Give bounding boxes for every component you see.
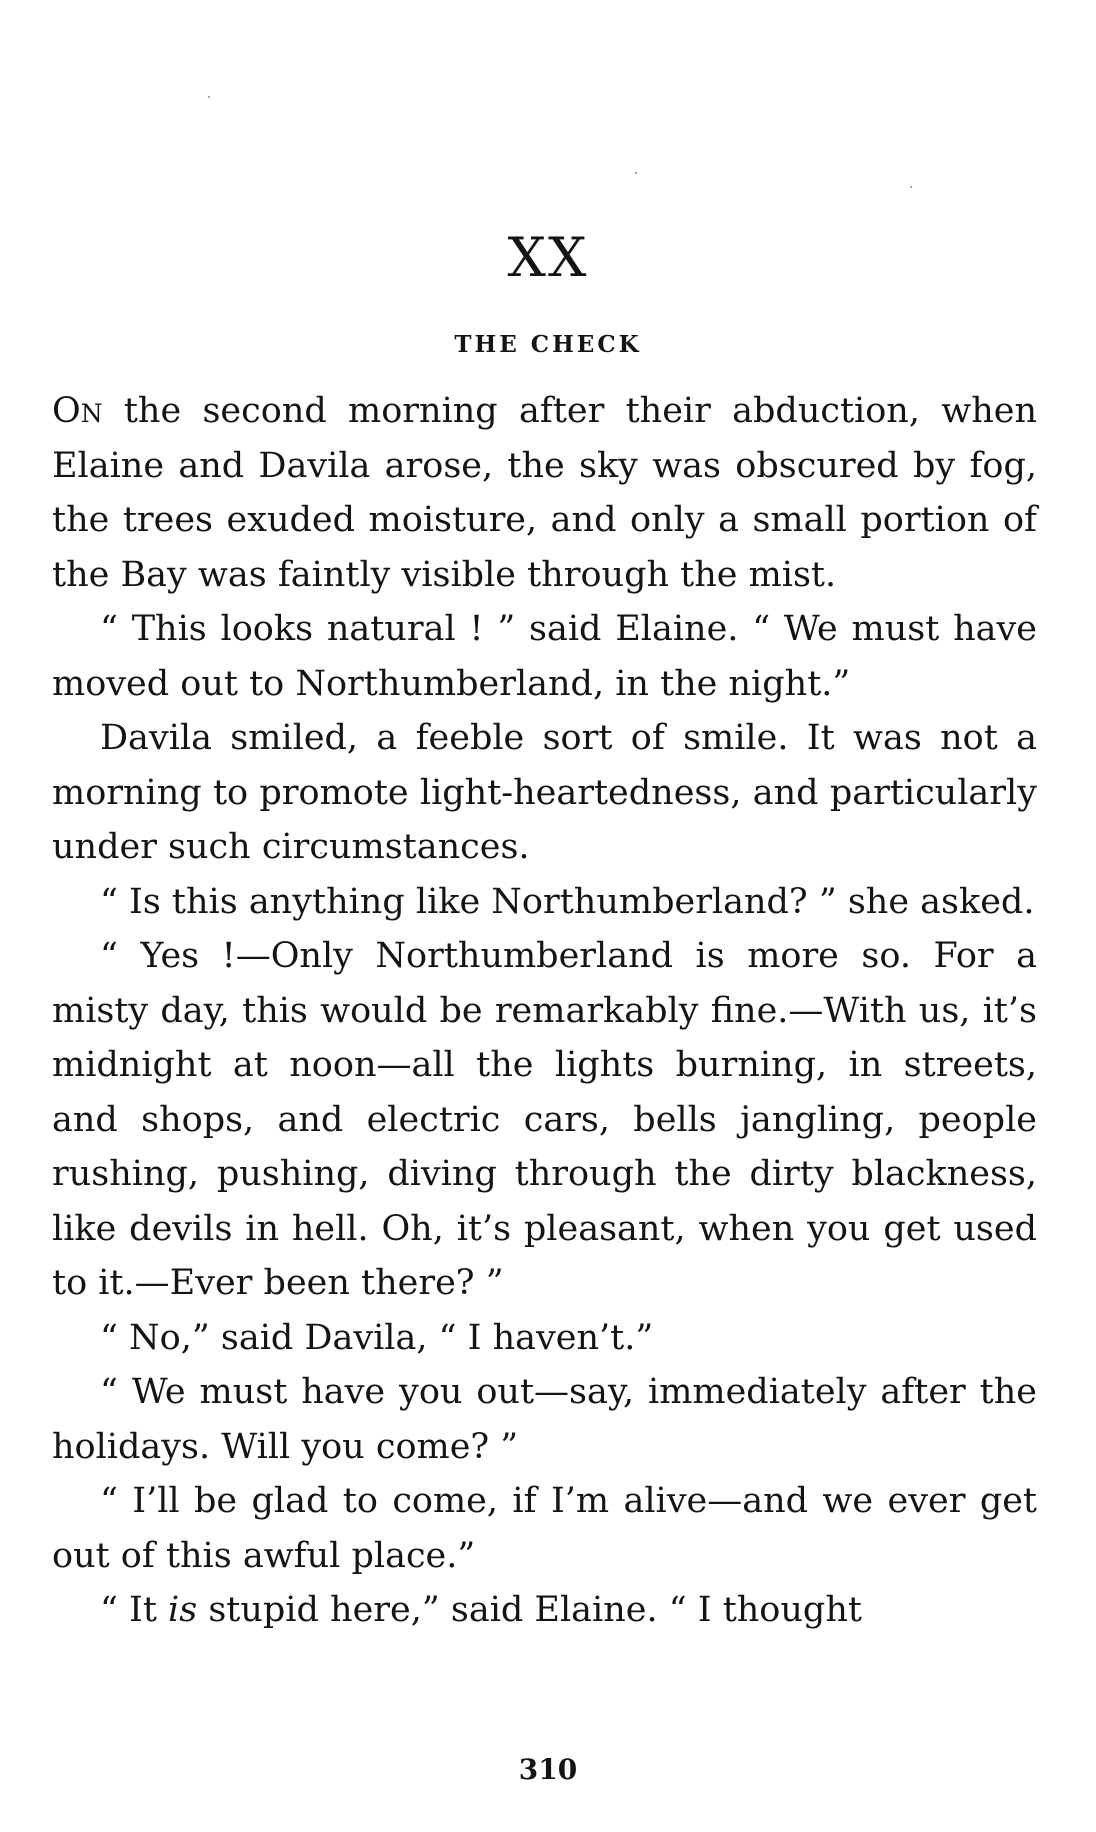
paragraph-2: “ This looks natural ! ” said Elaine. “ We must have moved out to Northumberland, in the night.” bbox=[52, 609, 1037, 704]
paper-speck bbox=[208, 96, 210, 98]
paragraph-1 bbox=[52, 384, 1037, 602]
chapter-number: XX bbox=[507, 226, 589, 289]
paper-speck bbox=[635, 172, 637, 174]
paragraph-9-emphasis: is bbox=[168, 1590, 198, 1630]
page-number: 310 bbox=[518, 1753, 578, 1786]
paragraph-9 bbox=[52, 1583, 1037, 1638]
paragraph-8: “ I’ll be glad to come, if I’m alive—and we ever get out of this awful place.” bbox=[52, 1481, 1037, 1576]
paragraph-3: Davila smiled, a feeble sort of smile. It was not a morning to promote light-heartedness, and particularly under such circumstances. bbox=[52, 718, 1037, 867]
paragraph-1-text: the second morning after their abduction, when Elaine and Davila arose, the sky was obscured by fog, the trees exuded moisture, and only a small portion of the Bay was faintly visible through the mist. bbox=[52, 391, 1037, 595]
chapter-title: THE CHECK bbox=[454, 331, 642, 358]
paragraph-6: “ No,” said Davila, “ I haven’t.” bbox=[100, 1317, 654, 1358]
chapter-body bbox=[52, 384, 1037, 1638]
drop-cap-word: On bbox=[52, 391, 103, 431]
paper-speck bbox=[910, 186, 912, 188]
paragraph-9-after: stupid here,” said Elaine. “ I thought bbox=[197, 1590, 862, 1630]
paragraph-7: “ We must have you out—say, immediately after the holidays. Will you come? ” bbox=[52, 1372, 1037, 1467]
paragraph-4: “ Is this anything like Northumberland? ” she asked. bbox=[100, 881, 1035, 922]
paragraph-5: “ Yes !—Only Northumberland is more so. For a misty day, this would be remarkably fine.—With us, it’s midnight at noon—all the lights burning, in streets, and shops, and electric cars, bells jangling, people rushing, pushing, diving through the dirty blackness, like devils in hell. Oh, it’s pleasant, when you get used to it.—Ever been there? ” bbox=[52, 936, 1037, 1303]
paragraph-9-before: “ It bbox=[100, 1590, 169, 1630]
